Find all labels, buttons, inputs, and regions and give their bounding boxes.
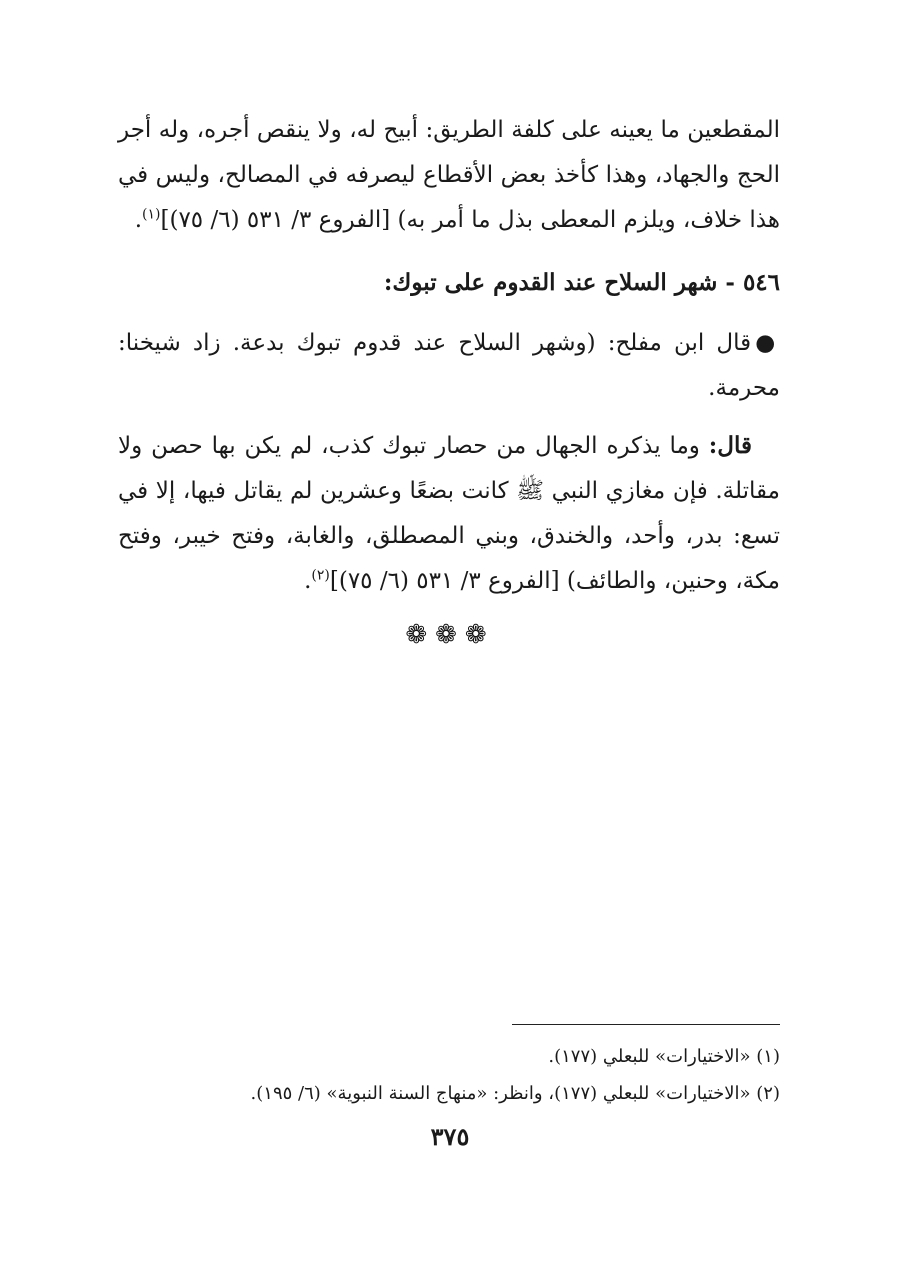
section-heading: ٥٤٦ - شهر السلاح عند القدوم على تبوك: (383, 269, 780, 296)
paragraph-3-text: وما يذكره الجهال من حصار تبوك كذب، لم يكن بها حصن ولا مقاتلة. فإن مغازي النبي ﷺ كانت بضعًا وعشرين لم يقاتل فيها، إلا في تسع: بدر، وأحد، والخندق، وبني المصطلق، والغابة، وفتح خيبر، وفتح مكة، وحنين، والطائف) [الفروع ٣/ ٥٣١ (٦/ ٧٥)] (118, 433, 780, 594)
footnotes (118, 1038, 780, 1112)
page-number: ٣٧٥ (430, 1122, 470, 1151)
footnote-2: (٢) «الاختيارات» للبعلي (١٧٧)، وانظر: «منهاج السنة النبوية» (٦/ ١٩٥). (250, 1083, 780, 1104)
paragraph-1 (118, 108, 780, 243)
footnote-ref-1: (١) (142, 206, 161, 223)
paragraph-2 (118, 320, 780, 411)
paragraph-3-end: . (304, 568, 312, 594)
footnote-ref-2: (٢) (311, 567, 330, 584)
paragraph-1-end: . (134, 207, 143, 233)
bullet-icon: ● (755, 329, 780, 356)
footnote-divider (512, 1024, 780, 1025)
footnote-1: (١) «الاختيارات» للبعلي (١٧٧). (548, 1046, 780, 1067)
section-end-ornament-icon: ❁❁❁ (405, 620, 495, 650)
paragraph-3 (118, 423, 780, 604)
paragraph-1-text: المقطعين ما يعينه على كلفة الطريق: أبيح له، ولا ينقص أجره، وله أجر الحج والجهاد، وهذا كأخذ بعض الأقطاع ليصرفه في المصالح، وليس في هذا خلاف، ويلزم المعطى بذل ما أمر به) [الفروع ٣/ ٥٣١ (٦/ ٧٥)] (118, 117, 780, 233)
paragraph-3-lead: قال: (708, 432, 752, 459)
paragraph-2-text: قال ابن مفلح: (وشهر السلاح عند قدوم تبوك بدعة. زاد شيخنا: محرمة. (118, 330, 780, 401)
